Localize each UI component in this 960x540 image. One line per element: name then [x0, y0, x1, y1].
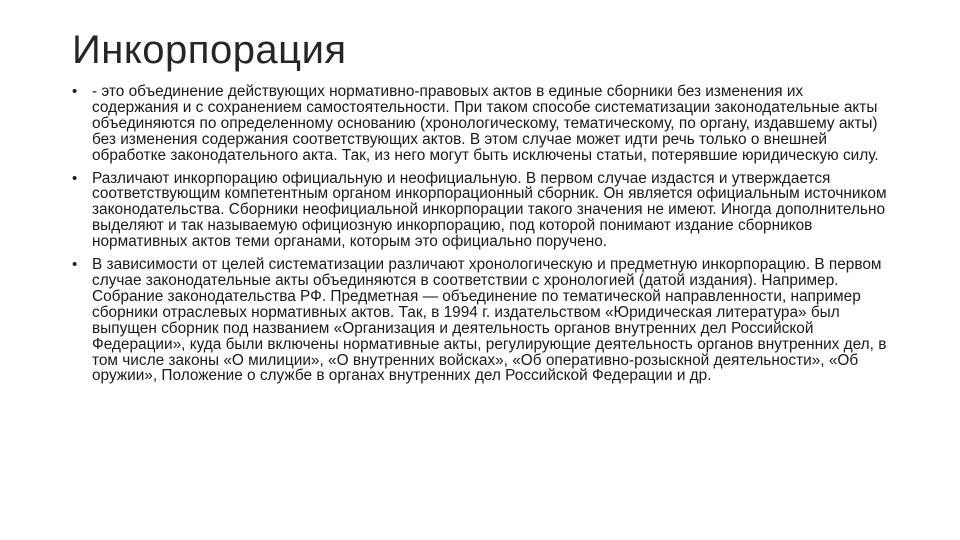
- bullet-marker-icon: •: [72, 169, 78, 187]
- slide-title: Инкорпорация: [72, 28, 347, 72]
- bullet-item-chronological-subject: [72, 257, 890, 384]
- bullet-item-official-unofficial: [72, 171, 890, 251]
- bullet-marker-icon: •: [72, 256, 78, 274]
- bullet-text: В зависимости от целей систематизации различают хронологическую и предметную инкорпорацию. В первом случае законодательные акты объединяются в соответствии с хронологией (датой издания). Например. Собрание законодательства РФ. Предметная — объединение по тематической направленности, например сборники отраслевых нормативных актов. Так, в 1994 г. издательством «Юридическая литература» был выпущен сборник под названием «Организация и деятельность органов внутренних дел Российской Федерации», куда были включены нормативные акты, регулирующие деятельность органов внутренних дел, в том числе законы «О милиции», «О внутренних войсках», «Об оперативно-розыскной деятельности», «Об оружии», Положение о службе в органах внутренних дел Российской Федерации и др.: [92, 256, 887, 385]
- bullet-text: Различают инкорпорацию официальную и неофициальную. В первом случае издастся и утверждается соответствующим компетентным органом инкорпорационный сборник. Он является официальным источником законодательства. Сборники неофициальной инкорпорации такого значения не имеют. Иногда дополнительно выделяют и так называемую официозную инкорпорацию, под которой понимают издание сборников нормативных актов теми органами, которым это официально поручено.: [92, 169, 887, 251]
- bullet-text: - это объединение действующих нормативно-правовых актов в единые сборники без изменения их содержания и с сохранением самостоятельности. При таком способе систематизации законодательные акты объединяются по определенному основанию (хронологическому, тематическому, по органу, издавшему акты) без изменения содержания соответствующих актов. В этом случае может идти речь только о внешней обработке законодательного акта. Так, из него могут быть исключены статьи, потерявшие юридическую силу.: [92, 83, 879, 164]
- bullet-list: [72, 84, 890, 391]
- bullet-item-definition: [72, 84, 890, 164]
- bullet-marker-icon: •: [72, 83, 78, 100]
